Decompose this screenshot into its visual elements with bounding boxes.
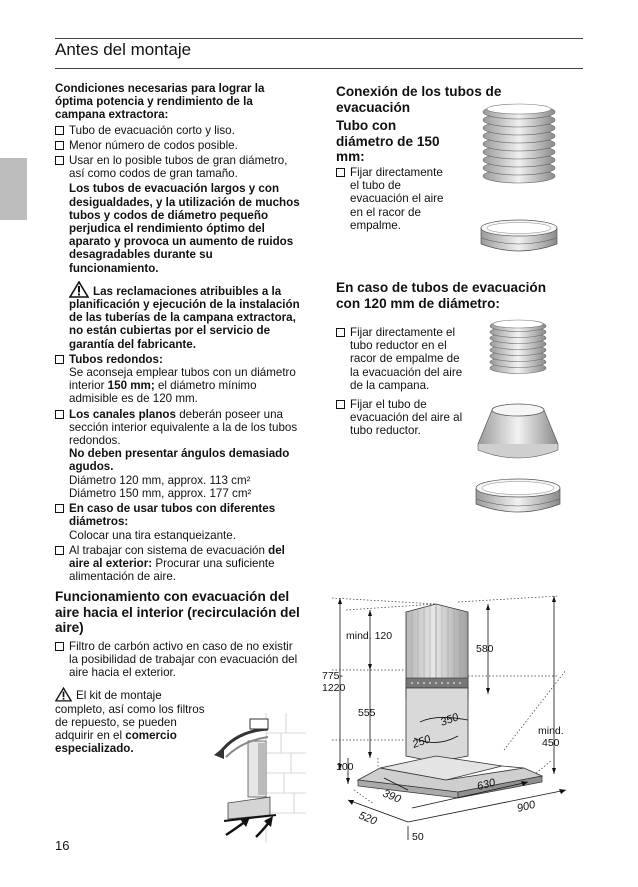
flat-line2: Diámetro 150 mm, approx. 177 cm² <box>69 486 252 500</box>
checkbox-bullet-icon <box>55 546 64 555</box>
warning-icon <box>69 281 89 298</box>
item-150 <box>336 166 454 234</box>
flat-title: Los canales planos <box>69 407 176 421</box>
flat-bold: No deben presentar ángulos demasiado agudos. <box>69 447 290 474</box>
page-number: 16 <box>55 838 70 853</box>
checkbox-bullet-icon <box>336 168 345 177</box>
dim-450: 450 <box>542 737 560 749</box>
subheading-150: Tubo con diámetro de 150 mm: <box>336 118 440 164</box>
heading-120: En caso de tubos de evacuación con 120 mm de diámetro: <box>336 280 547 311</box>
list-item <box>55 640 300 680</box>
checkbox-bullet-icon <box>336 328 345 337</box>
duct-120-illustration <box>470 318 570 528</box>
list-item <box>55 502 300 542</box>
diff-title: En caso de usar tubos con diferentes diámetros: <box>69 502 276 529</box>
dim-555: 555 <box>358 707 376 719</box>
header-rule-bottom <box>55 68 583 69</box>
round-text-b: 150 mm; <box>107 379 155 393</box>
diff-text: Colocar una tira estanqueizante. <box>69 528 236 542</box>
dim-520: 520 <box>356 809 379 828</box>
list-item-text: Usar en lo posible tubos de gran diámetro, así como codos de gran tamaño. <box>69 154 288 181</box>
section-tab <box>0 158 27 220</box>
kit-note <box>55 687 205 755</box>
round-text-a: Se aconseja emplear tubos con un diámetro interior <box>69 366 296 393</box>
dim-50: 50 <box>412 831 424 843</box>
dim-250: 250 <box>410 733 433 751</box>
checkbox-bullet-icon <box>55 126 64 135</box>
exterior-text-a: Al trabajar con sistema de evacuación <box>69 543 269 557</box>
checkbox-bullet-icon <box>55 504 64 513</box>
list-item <box>55 154 300 180</box>
warning-block <box>55 281 300 351</box>
dim-100: 100 <box>336 761 354 773</box>
dim-350: 350 <box>438 711 461 729</box>
list-item <box>55 353 300 406</box>
list-item <box>55 408 300 500</box>
dim-630: 630 <box>475 776 497 793</box>
warning-icon <box>55 687 72 702</box>
checkbox-bullet-icon <box>55 156 64 165</box>
list-item-text: Menor número de codos posible. <box>69 138 238 152</box>
round-title: Tubos redondos: <box>69 352 163 366</box>
exterior-text-b: Procurar una suficiente alimentación de aire. <box>69 556 275 584</box>
item-150-text: Fijar directamente el tubo de evacuación el aire en el racor de empalme. <box>350 166 444 232</box>
items-120 <box>336 326 468 440</box>
left-column <box>55 82 300 755</box>
checkbox-bullet-icon <box>55 355 64 364</box>
kit-bold: comercio especializado. <box>55 729 177 756</box>
header-rule-top <box>55 38 583 39</box>
dim-390: 390 <box>380 787 403 806</box>
kit-text: El kit de montaje completo, así como los filtros de repuesto, se pueden adquirir en el <box>55 689 205 743</box>
dim-580: 580 <box>476 643 494 655</box>
dim-775: 775- <box>322 670 344 682</box>
duct-150-illustration <box>478 98 560 258</box>
dim-1220: 1220 <box>322 682 346 694</box>
checkbox-bullet-icon <box>55 410 64 419</box>
dim-900: 900 <box>515 798 537 815</box>
recirculation-heading: Funcionamiento con evacuación del aire hacia el interior (recirculación del aire) <box>55 589 300 636</box>
hood-dimension-drawing <box>318 590 590 850</box>
list-item-text: Filtro de carbón activo en caso de no existir la posibilidad de trabajar con evacuación del aire hacia el exterior. <box>69 639 298 680</box>
warning-text: Las reclamaciones atribuibles a la planificación y ejecución de la instalación de las tuberías de la campana extractora, no están cubiertas por el servicio de garantía del fabricante. <box>69 284 300 351</box>
checkbox-bullet-icon <box>336 400 345 409</box>
flat-text: deberán poseer una sección interior equivalente a la de los tubos redondos. <box>69 407 298 448</box>
page-title: Antes del montaje <box>55 40 192 59</box>
list-item <box>55 139 300 152</box>
round-text-c: el diámetro mínimo admisible es de 120 mm. <box>69 379 257 406</box>
item-120b-text: Fijar el tubo de evacuación del aire al tubo reductor. <box>350 398 463 438</box>
dim-mind120: mind. 120 <box>346 630 393 642</box>
note-bold: Los tubos de evacuación largos y con desigualdades, y la utilización de muchos tubos y codos de diámetro pequeño perjudica el rendimiento óptimo del aparato y provoca un aumento de ruidos desagradables durante su funcionamiento. <box>69 182 300 275</box>
item-120a-text: Fijar directamente el tubo reductor en el racor de empalme de la evacuación del aire de la campana. <box>350 326 463 392</box>
section-heading: Conexión de los tubos de evacuación <box>336 84 502 115</box>
list-item <box>55 124 300 137</box>
dim-mind: mind. <box>538 725 564 737</box>
list-item <box>55 544 300 584</box>
flat-line1: Diámetro 120 mm, approx. 113 cm² <box>69 473 251 487</box>
checkbox-bullet-icon <box>55 642 64 651</box>
list-item-text: Tubo de evacuación corto y liso. <box>69 123 235 137</box>
checkbox-bullet-icon <box>55 141 64 150</box>
recirculation-illustration <box>206 713 306 843</box>
exterior-bold: del aire al exterior: <box>69 543 285 570</box>
intro-text: Condiciones necesarias para lograr la óptima potencia y rendimiento de la campana extractora: <box>55 82 265 122</box>
